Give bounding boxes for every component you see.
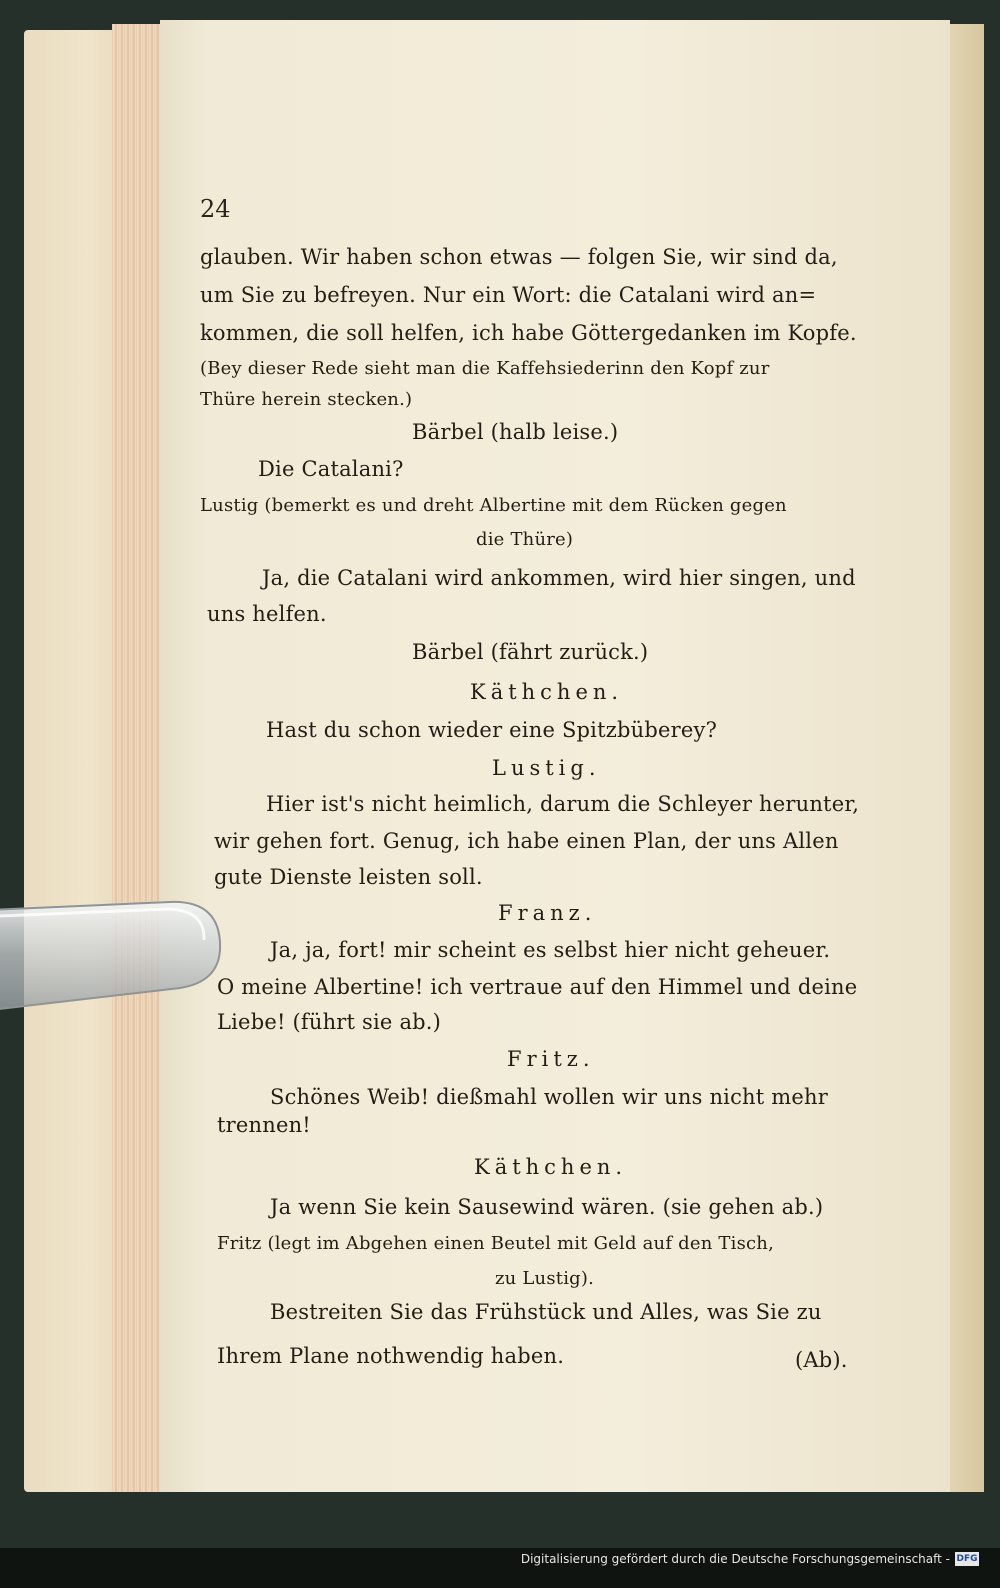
text-line: Ja, die Catalani wird ankommen, wird hier singen, und	[262, 566, 856, 590]
speaker-heading: Lustig.	[492, 756, 601, 780]
text-line: Ihrem Plane nothwendig haben.	[217, 1344, 565, 1368]
speaker-line: Bärbel (halb leise.)	[412, 420, 619, 444]
text-line: Ja wenn Sie kein Sausewind wären. (sie gehen ab.)	[270, 1195, 824, 1219]
transparent-page-holder	[0, 900, 222, 1010]
speaker-line: Lustig (bemerkt es und dreht Albertine mit dem Rücken gegen	[200, 495, 787, 516]
text-line: O meine Albertine! ich vertraue auf den Himmel und deine	[217, 975, 858, 999]
text-line: gute Dienste leisten soll.	[214, 865, 483, 889]
speaker-line: Fritz (legt im Abgehen einen Beutel mit Geld auf den Tisch,	[217, 1233, 775, 1254]
text-line: glauben. Wir haben schon etwas — folgen Sie, wir sind da,	[200, 245, 838, 269]
stage-direction-line: (Ab).	[795, 1348, 848, 1372]
speaker-heading: Käthchen.	[470, 680, 624, 704]
text-line: wir gehen fort. Genug, ich habe einen Plan, der uns Allen	[214, 829, 839, 853]
speaker-heading: Franz.	[498, 901, 597, 925]
footer-credit: Digitalisierung gefördert durch die Deutsche Forschungsgemeinschaft -	[520, 1552, 950, 1566]
stage-direction-line: (Bey dieser Rede sieht man die Kaffehsiederinn den Kopf zur	[200, 358, 770, 379]
text-line: Hier ist's nicht heimlich, darum die Schleyer herunter,	[266, 792, 860, 816]
page-number: 24	[200, 195, 231, 223]
text-line: kommen, die soll helfen, ich habe Göttergedanken im Kopfe.	[200, 321, 857, 345]
text-line: Hast du schon wieder eine Spitzbüberey?	[266, 718, 718, 742]
stage-direction-line: die Thüre)	[476, 529, 574, 550]
speaker-heading: Fritz.	[507, 1047, 595, 1071]
speaker-line: Bärbel (fährt zurück.)	[412, 640, 649, 664]
speaker-heading: Käthchen.	[474, 1155, 628, 1179]
text-line: Liebe! (führt sie ab.)	[217, 1010, 442, 1034]
stage-direction-line: Thüre herein stecken.)	[200, 389, 413, 410]
next-page-edge	[944, 24, 984, 1492]
text-line: Die Catalani?	[258, 457, 404, 481]
text-line: uns helfen.	[207, 602, 327, 626]
text-line: Bestreiten Sie das Frühstück und Alles, was Sie zu	[270, 1300, 822, 1324]
text-line: Schönes Weib! dießmahl wollen wir uns nicht mehr	[270, 1085, 828, 1109]
text-line: Ja, ja, fort! mir scheint es selbst hier nicht geheuer.	[270, 938, 831, 962]
dfg-logo: DFG	[956, 1554, 978, 1564]
stage-direction-line: zu Lustig).	[495, 1268, 595, 1289]
text-line: um Sie zu befreyen. Nur ein Wort: die Catalani wird an=	[200, 283, 817, 307]
text-line: trennen!	[217, 1113, 311, 1137]
